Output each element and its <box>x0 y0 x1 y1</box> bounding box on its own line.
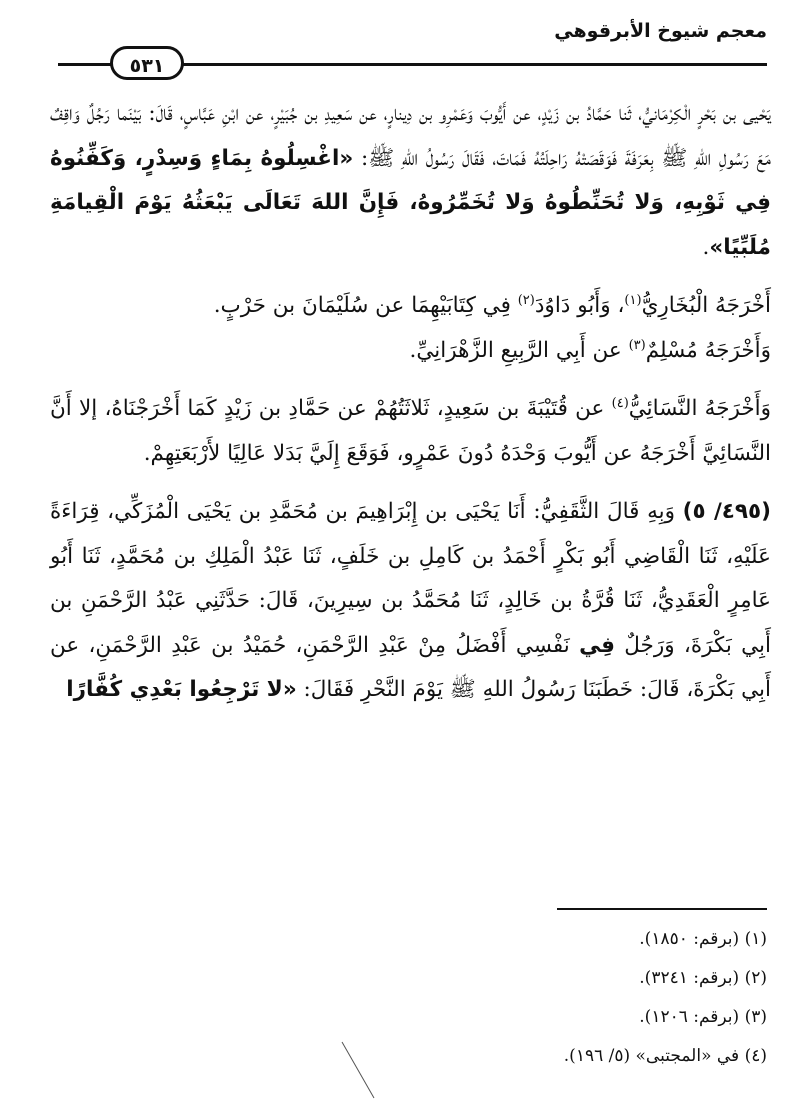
hadith-number: (٤٩٥/ ٥) <box>682 499 771 524</box>
takhrij-text: فِي كِتَابَيْهِمَا عن سُلَيْمَانَ بن حَرْبٍ. <box>213 293 518 318</box>
main-text <box>50 92 771 727</box>
isnad-text: يَحْيى بن بَحْرٍ الْكِرْمَانيُّ، ثَنا حَمَّادُ بن زَيْدٍ، عن أَيُّوبَ وَعَمْرِو بن دِينارٍ، عن سَعِيدِ بن جُبَيْرٍ، عن ابْنِ عَبَّاسٍ، قَالَ: بَيْنَما رَجُلٌ وَاقِفٌ مَعَ رَسُولِ اللهِ ﷺ بِعَرَفَةَ فَوَقَصَتْهُ رَاحِلَتُهُ فَمَاتَ، فَقَالَ رَسُولُ اللهِ ﷺ: <box>50 101 771 171</box>
footnote-2: (٢) (برقم: ٣٢٤١). <box>639 968 767 988</box>
footnote-ref-1: (١) <box>624 292 642 308</box>
takhrij-text: وَأَخْرَجَهُ مُسْلِمٌ <box>645 337 771 363</box>
footnote-separator <box>557 908 767 910</box>
paragraph-hadith-1 <box>50 92 771 270</box>
takhrij-text: ، وَأَبُو دَاوُدَ <box>534 293 625 318</box>
footnote-ref-2: (٢) <box>517 292 535 308</box>
scan-mark <box>340 1040 380 1102</box>
footnote-3: (٣) (برقم: ١٢٠٦). <box>639 1007 767 1027</box>
footnote-1: (١) (برقم: ١٨٥٠). <box>639 929 767 949</box>
book-title: معجم شيوخ الأبرقوهي <box>554 20 767 42</box>
footnote-ref-3: (٣) <box>628 337 646 353</box>
footnote-ref-4: (٤) <box>611 395 629 411</box>
takhrij-text: عن قُتَيْبَةَ بن سَعِيدٍ، ثَلاثَتُهُمْ عن حَمَّادِ بن زَيْدٍ كَمَا أَخْرَجْنَاهُ، إلا أَنَّ النَّسَائِيَّ أَخْرَجَهُ عن أَيُّوبَ وَحْدَهُ دُونَ عَمْرٍو، فَوَقَعَ إِلَيَّ بَدَلا عَالِيًا لأَرْبَعَتِهِمْ. <box>50 396 771 466</box>
takhrij-text: وَأَخْرَجَهُ النَّسَائِيُّ <box>628 396 771 421</box>
isnad-text: نَفْسِي أَفْضَلُ مِنْ عَبْدِ الرَّحْمَنِ، حُمَيْدُ بن عَبْدِ الرَّحْمَنِ، عن أَبِي بَكْرَةَ، قَالَ: خَطَبَنَا رَسُولُ اللهِ ﷺ يَوْمَ النَّحْرِ فَقَالَ: <box>50 632 771 702</box>
paragraph-hadith-2 <box>50 490 771 713</box>
isnad-text: وَبِهِ قَالَ الثَّقَفِيُّ: أَنَا يَحْيَى بن إِبْرَاهِيمَ بن مُحَمَّدِ بن يَحْيَى الْمُزَكِّي، قِرَاءَةً عَلَيْهِ، ثَنَا الْقَاضِي أَبُو بَكْرٍ أَحْمَدُ بن كَامِلِ بن خَلَفٍ، ثَنَا عَبْدُ الْمَلِكِ بن مُحَمَّدٍ، ثَنَا أَبُو عَامِرٍ الْعَقَدِيُّ، ثَنَا قُرَّةُ بن خَالِدٍ، ثَنَا مُحَمَّدُ بن سِيرِينَ، قَالَ: حَدَّثَنِي عَبْدُ الرَّحْمَنِ بن أَبِي بَكْرَةَ، وَرَجُلٌ <box>50 499 771 658</box>
paragraph-takhrij-bukhari <box>50 284 771 373</box>
page-header <box>58 18 767 78</box>
takhrij-text: عن أَبِي الرَّبِيعِ الزَّهْرَانِيِّ. <box>409 337 629 363</box>
paragraph-takhrij-nasai <box>50 387 771 476</box>
page-number: ٥٣١ <box>110 46 184 80</box>
period: . <box>702 234 710 260</box>
takhrij-text: أَخْرَجَهُ الْبُخَارِيُّ <box>641 293 771 318</box>
footnote-4: (٤) في «المجتبى» (٥/ ١٩٦). <box>563 1046 767 1066</box>
hadith-matn: «اغْسِلُوهُ بِمَاءٍ وَسِدْرٍ، وَكَفِّنُوهُ فِي ثَوْبِهِ، وَلا تُحَنِّطُوهُ وَلا تُخَمِّرُوهُ، فَإِنَّ اللهَ تَعَالَى يَبْعَثُهُ يَوْمَ الْقِيامَةِ مُلَبِّيًا» <box>50 145 771 260</box>
hadith-matn: «لا تَرْجِعُوا بَعْدِي كُفَّارًا <box>66 677 297 702</box>
bold-word: فِي <box>579 632 615 658</box>
